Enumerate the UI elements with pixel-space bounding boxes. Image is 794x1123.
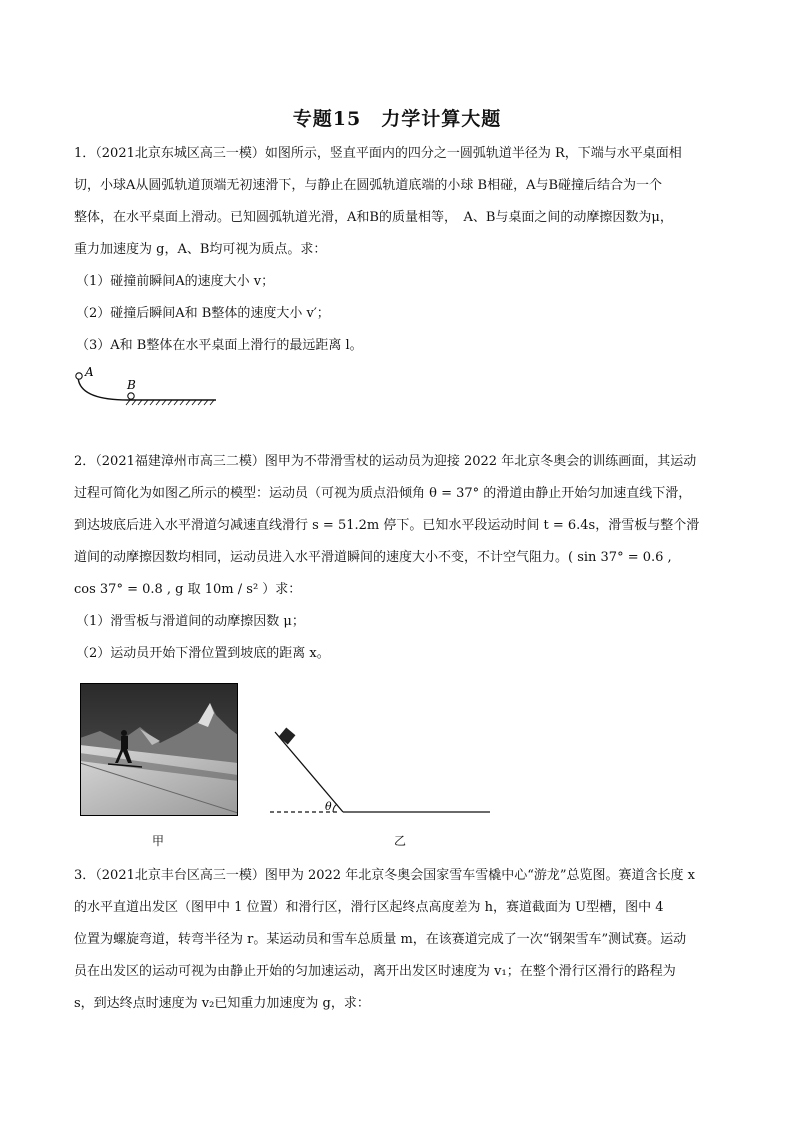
page-title: 专题15 力学计算大题	[292, 108, 502, 130]
q3-line-4: 员在出发区的运动可视为由静止开始的匀加速运动，离开出发区时速度为 v₁；在整个滑行区滑行的路程为	[74, 964, 676, 979]
q1-arc-track-figure	[70, 366, 220, 408]
q2-line-4: 道间的动摩擦因数均相同，运动员进入水平滑道瞬间的速度大小不变，不计空气阻力。( sin 37° = 0.6 ,	[74, 550, 672, 565]
q2-subq-1: （1）滑雪板与滑道间的动摩擦因数 μ；	[76, 614, 305, 629]
q1-subq-1: （1）碰撞前瞬间A的速度大小 v；	[76, 274, 275, 289]
label-a: A	[85, 366, 94, 379]
q1-line-1: 1．（2021北京东城区高三一模）如图所示，竖直平面内的四分之一圆弧轨道半径为 R，下端与水平桌面相	[74, 146, 682, 161]
q2-line-3: 到达坡底后进入水平滑道匀减速直线滑行 s = 51.2m 停下。已知水平段运动时间 t = 6.4s，滑雪板与整个滑	[74, 518, 700, 533]
ball-b	[128, 393, 134, 399]
caption-jia: 甲	[152, 834, 165, 848]
theta-label: θ	[325, 800, 332, 813]
q2-subq-2: （2）运动员开始下滑位置到坡底的距离 x。	[76, 646, 330, 661]
caption-yi: 乙	[394, 834, 407, 848]
q3-line-1: 3．（2021北京丰台区高三一模）图甲为 2022 年北京冬奥会国家雪车雪橇中心“游龙”总览图。赛道含长度 x	[74, 868, 695, 883]
q3-line-2: 的水平直道出发区（图甲中 1 位置）和滑行区，滑行区起终点高度差为 h，赛道截面为 U型槽，图中 4	[74, 900, 664, 915]
label-b: B	[127, 378, 136, 392]
q1-line-4: 重力加速度为 g，A、B均可视为质点。求：	[74, 242, 327, 257]
incline-diagram	[265, 724, 495, 819]
q2-line-1: 2．（2021福建漳州市高三二模）图甲为不带滑雪杖的运动员为迎接 2022 年北京冬奥会的训练画面，其运动	[74, 454, 697, 469]
q1-subq-2: （2）碰撞后瞬间A和 B整体的速度大小 v′；	[76, 306, 330, 321]
q2-line-5: cos 37° = 0.8 , g 取 10m / s² ）求：	[74, 582, 302, 597]
q3-line-5: s，到达终点时速度为 v₂已知重力加速度为 g，求：	[74, 996, 370, 1011]
q3-line-3: 位置为螺旋弯道，转弯半径为 r。某运动员和雪车总质量 m，在该赛道完成了一次“钢架雪车”测试赛。运动	[74, 932, 687, 947]
ball-a	[76, 373, 82, 379]
q2-line-2: 过程可简化为如图乙所示的模型：运动员（可视为质点沿倾角 θ = 37° 的滑道由静止开始匀加速直线下滑，	[74, 486, 692, 501]
q1-subq-3: （3）A和 B整体在水平桌面上滑行的最远距离 l。	[76, 338, 363, 353]
q1-line-3: 整体，在水平桌面上滑动。已知圆弧轨道光滑，A和B的质量相等， A、B与桌面之间的动摩擦因数为μ，	[74, 210, 673, 225]
skier-photo	[80, 683, 238, 816]
q1-line-2: 切，小球A从圆弧轨道顶端无初速滑下，与静止在圆弧轨道底端的小球 B相碰，A与B碰撞后结合为一个	[74, 178, 663, 193]
